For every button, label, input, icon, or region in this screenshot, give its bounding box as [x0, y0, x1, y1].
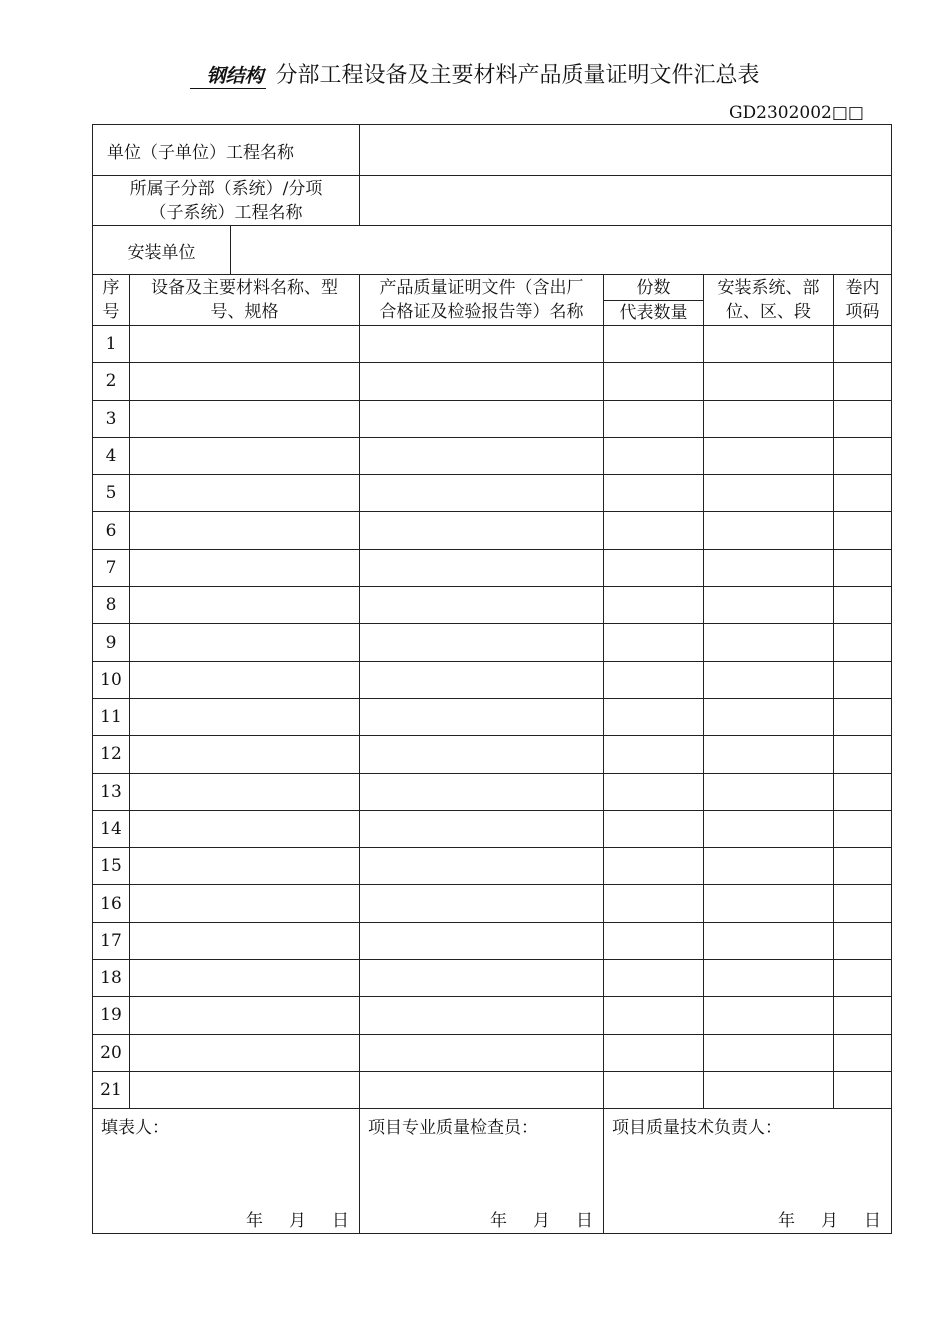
row-cert-cell[interactable]	[360, 400, 604, 437]
row-number: 1	[93, 326, 130, 363]
table-row	[93, 549, 892, 586]
row-name-cell[interactable]	[130, 624, 360, 661]
col-seq-line2: 号	[102, 302, 120, 322]
row-cert-cell[interactable]	[360, 475, 604, 512]
row-copies-cell[interactable]	[604, 587, 704, 624]
col-location-line2: 位、区、段	[726, 302, 812, 322]
row-name-cell[interactable]	[130, 437, 360, 474]
row-vol-cell[interactable]	[834, 549, 892, 586]
row-cert-cell[interactable]	[360, 624, 604, 661]
row-location-cell[interactable]	[704, 624, 834, 661]
row-copies-cell[interactable]	[604, 885, 704, 922]
row-number: 12	[93, 736, 130, 773]
row-location-cell[interactable]	[704, 922, 834, 959]
row-number: 8	[93, 587, 130, 624]
row-name-cell[interactable]	[130, 326, 360, 363]
table-row	[93, 400, 892, 437]
row-copies-cell[interactable]	[604, 736, 704, 773]
col-cert-header	[360, 275, 604, 326]
row-copies-cell[interactable]	[604, 437, 704, 474]
row-copies-cell[interactable]	[604, 698, 704, 735]
date-day: 日	[864, 1211, 882, 1232]
row-location-cell[interactable]	[704, 363, 834, 400]
tech-lead-signature-cell[interactable]	[604, 1109, 892, 1234]
row-vol-cell[interactable]	[834, 326, 892, 363]
installer-label: 安装单位	[93, 226, 231, 275]
row-location-cell[interactable]	[704, 549, 834, 586]
tech-lead-label: 项目质量技术负责人：	[612, 1118, 783, 1139]
table-row	[93, 1034, 892, 1071]
row-location-cell[interactable]	[704, 1034, 834, 1071]
row-location-cell[interactable]	[704, 400, 834, 437]
row-copies-cell[interactable]	[604, 549, 704, 586]
col-vol-header	[834, 275, 892, 326]
date-day: 日	[332, 1211, 350, 1232]
form-code: GD2302002□□	[728, 103, 864, 123]
table-row	[93, 512, 892, 549]
row-cert-cell[interactable]	[360, 587, 604, 624]
table-row	[93, 587, 892, 624]
subsection-label	[93, 176, 360, 226]
col-copies-line1: 份数	[604, 276, 703, 301]
row-number: 4	[93, 437, 130, 474]
table-row	[93, 922, 892, 959]
row-copies-cell[interactable]	[604, 997, 704, 1034]
subsection-label-line1: 所属子分部（系统）/分项	[129, 178, 323, 199]
row-vol-cell[interactable]	[834, 1071, 892, 1108]
row-name-cell[interactable]	[130, 587, 360, 624]
row-cert-cell[interactable]	[360, 997, 604, 1034]
row-number: 5	[93, 475, 130, 512]
col-location-line1: 安装系统、部	[717, 278, 820, 298]
table-row	[93, 326, 892, 363]
col-seq-line1: 序	[102, 278, 120, 298]
row-vol-cell[interactable]	[834, 885, 892, 922]
row-vol-cell[interactable]	[834, 400, 892, 437]
date-month: 月	[289, 1211, 307, 1232]
row-cert-cell[interactable]	[360, 326, 604, 363]
row-number: 18	[93, 960, 130, 997]
row-vol-cell[interactable]	[834, 363, 892, 400]
installer-field[interactable]	[231, 226, 892, 275]
row-cert-cell[interactable]	[360, 661, 604, 698]
row-vol-cell[interactable]	[834, 437, 892, 474]
form-title	[0, 58, 950, 89]
table-row	[93, 437, 892, 474]
row-number: 15	[93, 848, 130, 885]
table-row	[93, 698, 892, 735]
row-number: 7	[93, 549, 130, 586]
col-copies-line2: 代表数量	[619, 302, 688, 323]
row-name-cell[interactable]	[130, 661, 360, 698]
row-cert-cell[interactable]	[360, 1071, 604, 1108]
col-vol-line1: 卷内	[845, 278, 880, 298]
row-vol-cell[interactable]	[834, 960, 892, 997]
row-copies-cell[interactable]	[604, 922, 704, 959]
date-day: 日	[576, 1211, 594, 1232]
row-number: 20	[93, 1034, 130, 1071]
table-row	[93, 1071, 892, 1108]
row-name-cell[interactable]	[130, 773, 360, 810]
filler-signature-cell[interactable]	[93, 1109, 360, 1234]
row-cert-cell[interactable]	[360, 773, 604, 810]
row-name-cell[interactable]	[130, 848, 360, 885]
row-copies-cell[interactable]	[604, 810, 704, 847]
row-number: 2	[93, 363, 130, 400]
row-copies-cell[interactable]	[604, 512, 704, 549]
row-vol-cell[interactable]	[834, 810, 892, 847]
row-number: 21	[93, 1071, 130, 1108]
row-number: 16	[93, 885, 130, 922]
row-number: 14	[93, 810, 130, 847]
row-cert-cell[interactable]	[360, 960, 604, 997]
row-copies-cell[interactable]	[604, 624, 704, 661]
row-vol-cell[interactable]	[834, 624, 892, 661]
row-number: 10	[93, 661, 130, 698]
row-location-cell[interactable]	[704, 885, 834, 922]
table-row	[93, 624, 892, 661]
col-name-line2: 号、规格	[210, 302, 279, 322]
row-name-cell[interactable]	[130, 549, 360, 586]
row-name-cell[interactable]	[130, 698, 360, 735]
row-location-cell[interactable]	[704, 773, 834, 810]
row-name-cell[interactable]	[130, 512, 360, 549]
filler-label: 填表人：	[101, 1118, 169, 1139]
unit-name-field[interactable]	[360, 125, 892, 176]
row-number: 11	[93, 698, 130, 735]
row-cert-cell[interactable]	[360, 736, 604, 773]
row-name-cell[interactable]	[130, 997, 360, 1034]
row-copies-cell[interactable]	[604, 1034, 704, 1071]
col-name-header	[130, 275, 360, 326]
date-year: 年	[490, 1211, 508, 1232]
inspector-date	[464, 1206, 593, 1231]
row-name-cell[interactable]	[130, 960, 360, 997]
table-row	[93, 773, 892, 810]
date-year: 年	[246, 1211, 264, 1232]
date-month: 月	[821, 1211, 839, 1232]
row-cert-cell[interactable]	[360, 885, 604, 922]
row-number: 6	[93, 512, 130, 549]
inspector-label: 项目专业质量检查员：	[368, 1118, 539, 1139]
row-number: 17	[93, 922, 130, 959]
date-year: 年	[778, 1211, 796, 1232]
row-location-cell[interactable]	[704, 960, 834, 997]
row-name-cell[interactable]	[130, 736, 360, 773]
row-cert-cell[interactable]	[360, 437, 604, 474]
row-location-cell[interactable]	[704, 698, 834, 735]
row-copies-cell[interactable]	[604, 326, 704, 363]
row-cert-cell[interactable]	[360, 698, 604, 735]
row-name-cell[interactable]	[130, 885, 360, 922]
row-location-cell[interactable]	[704, 736, 834, 773]
row-number: 3	[93, 400, 130, 437]
row-cert-cell[interactable]	[360, 1034, 604, 1071]
row-cert-cell[interactable]	[360, 363, 604, 400]
col-cert-line2: 合格证及检验报告等）名称	[379, 302, 584, 322]
row-vol-cell[interactable]	[834, 848, 892, 885]
table-row	[93, 885, 892, 922]
row-copies-cell[interactable]	[604, 773, 704, 810]
row-name-cell[interactable]	[130, 363, 360, 400]
subsection-label-line2: （子系统）工程名称	[149, 202, 303, 223]
unit-name-label: 单位（子单位）工程名称	[93, 125, 360, 176]
date-month: 月	[533, 1211, 551, 1232]
row-copies-cell[interactable]	[604, 960, 704, 997]
table-row	[93, 661, 892, 698]
row-location-cell[interactable]	[704, 475, 834, 512]
row-vol-cell[interactable]	[834, 736, 892, 773]
col-seq-header	[93, 275, 130, 326]
row-vol-cell[interactable]	[834, 587, 892, 624]
row-vol-cell[interactable]	[834, 1034, 892, 1071]
row-number: 9	[93, 624, 130, 661]
row-number: 19	[93, 997, 130, 1034]
subsection-field[interactable]	[360, 176, 892, 226]
row-vol-cell[interactable]	[834, 922, 892, 959]
row-cert-cell[interactable]	[360, 810, 604, 847]
row-name-cell[interactable]	[130, 922, 360, 959]
row-copies-cell[interactable]	[604, 1071, 704, 1108]
table-row	[93, 363, 892, 400]
col-location-header	[704, 275, 834, 326]
row-location-cell[interactable]	[704, 810, 834, 847]
inspector-signature-cell[interactable]	[360, 1109, 604, 1234]
row-vol-cell[interactable]	[834, 997, 892, 1034]
row-location-cell[interactable]	[704, 587, 834, 624]
row-location-cell[interactable]	[704, 512, 834, 549]
row-copies-cell[interactable]	[604, 400, 704, 437]
col-copies-header	[604, 275, 704, 326]
row-location-cell[interactable]	[704, 326, 834, 363]
table-row	[93, 997, 892, 1034]
table-row	[93, 848, 892, 885]
col-name-line1: 设备及主要材料名称、型	[151, 278, 338, 298]
row-vol-cell[interactable]	[834, 661, 892, 698]
row-number: 13	[93, 773, 130, 810]
table-row	[93, 960, 892, 997]
row-location-cell[interactable]	[704, 437, 834, 474]
col-cert-line1: 产品质量证明文件（含出厂	[379, 278, 584, 298]
row-name-cell[interactable]	[130, 1071, 360, 1108]
row-cert-cell[interactable]	[360, 549, 604, 586]
row-cert-cell[interactable]	[360, 512, 604, 549]
table-row	[93, 810, 892, 847]
row-copies-cell[interactable]	[604, 475, 704, 512]
row-name-cell[interactable]	[130, 400, 360, 437]
col-vol-line2: 项码	[845, 302, 880, 322]
row-name-cell[interactable]	[130, 810, 360, 847]
summary-table	[92, 124, 892, 1234]
row-name-cell[interactable]	[130, 475, 360, 512]
row-vol-cell[interactable]	[834, 773, 892, 810]
row-location-cell[interactable]	[704, 848, 834, 885]
table-row	[93, 736, 892, 773]
row-vol-cell[interactable]	[834, 475, 892, 512]
row-location-cell[interactable]	[704, 661, 834, 698]
row-copies-cell[interactable]	[604, 661, 704, 698]
title-fill-in: 钢结构	[190, 61, 265, 89]
table-body	[93, 326, 892, 1109]
filler-date	[220, 1206, 349, 1231]
row-cert-cell[interactable]	[360, 922, 604, 959]
row-cert-cell[interactable]	[360, 848, 604, 885]
row-copies-cell[interactable]	[604, 848, 704, 885]
row-vol-cell[interactable]	[834, 698, 892, 735]
row-location-cell[interactable]	[704, 997, 834, 1034]
row-location-cell[interactable]	[704, 1071, 834, 1108]
row-name-cell[interactable]	[130, 1034, 360, 1071]
tech-lead-date	[752, 1206, 881, 1231]
row-vol-cell[interactable]	[834, 512, 892, 549]
title-text: 分部工程设备及主要材料产品质量证明文件汇总表	[275, 63, 760, 88]
row-copies-cell[interactable]	[604, 363, 704, 400]
table-row	[93, 475, 892, 512]
